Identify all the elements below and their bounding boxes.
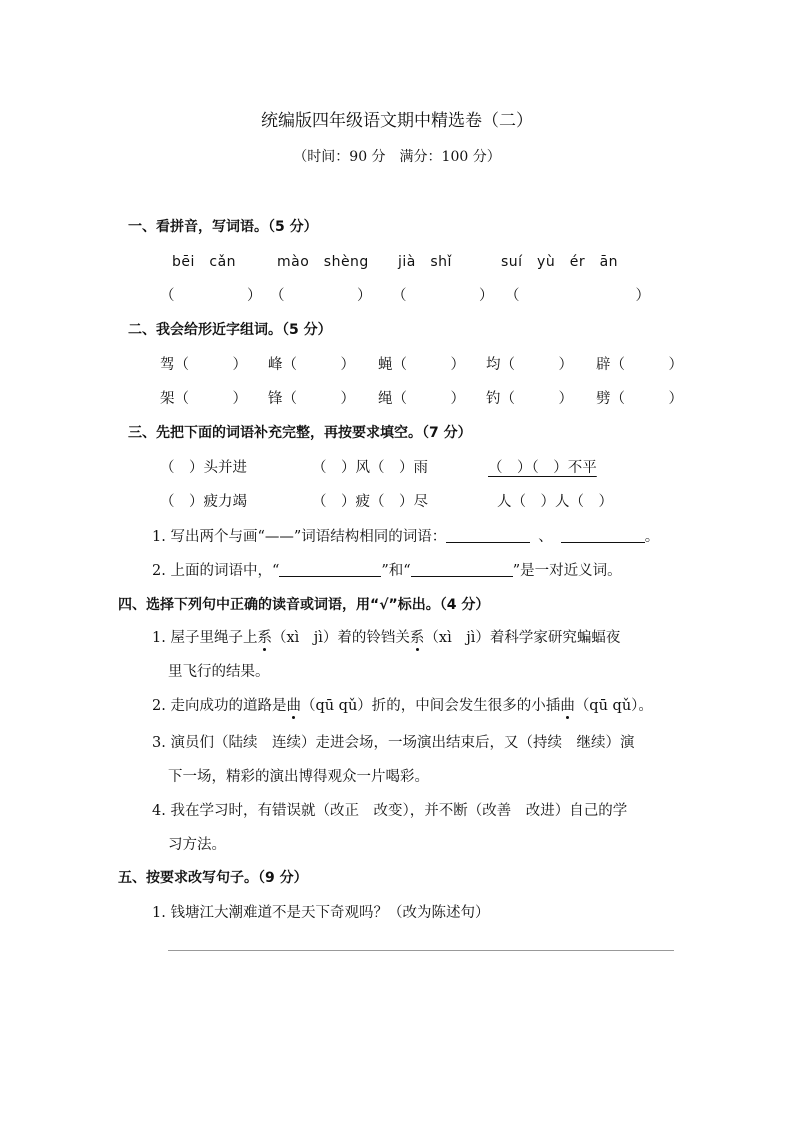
idiom-blank[interactable]: （ ）风（ ）雨 <box>312 460 428 476</box>
pronunciation-choice[interactable]: （xì jì）着科学家研究蝙蝠夜 <box>424 630 621 646</box>
word-blank[interactable]: 峰（ ） <box>268 357 355 373</box>
answer-bracket-2[interactable]: （ ） <box>270 288 372 304</box>
answer-bracket-4[interactable]: （ ） <box>505 288 650 304</box>
answer-line[interactable] <box>168 950 674 951</box>
idiom-blank[interactable]: 人（ ）人（ ） <box>497 494 613 510</box>
word-blank[interactable]: 架（ ） <box>160 391 247 407</box>
question-4-3-cont: 下一场，精彩的演出博得观众一片喝彩。 <box>168 769 429 785</box>
answer-blank[interactable] <box>561 528 645 543</box>
question-4-4[interactable]: 4. 我在学习时，有错误就（改正 改变），并不断（改善 改进）自己的学 <box>152 803 628 819</box>
word-blank[interactable]: 劈（ ） <box>596 391 683 407</box>
answer-bracket-3[interactable]: （ ） <box>392 288 494 304</box>
question-4-1-cont: 里飞行的结果。 <box>168 664 270 680</box>
exam-info: （时间：90 分 满分：100 分） <box>293 149 501 165</box>
idiom-blank[interactable]: （ ）疲力竭 <box>160 494 247 510</box>
question-3-2: 2. 上面的词语中，“ ”和“ ”是一对近义词。 <box>152 563 622 579</box>
emphasis-char: 曲 <box>560 698 575 714</box>
question-4-4-cont: 习方法。 <box>168 837 226 853</box>
pinyin-3: jià shǐ <box>398 254 452 270</box>
question-4-1: 1. 屋子里绳子上系（xì jì）着的铃铛关系（xì jì）着科学家研究蝙蝠夜 <box>152 630 621 646</box>
question-4-2: 2. 走向成功的道路是曲（qū qǔ）折的，中间会发生很多的小插曲（qū qǔ）。 <box>152 698 653 714</box>
pinyin-1: bēi cǎn <box>172 254 237 270</box>
idiom-blank-underlined[interactable]: （ ）（ ）不平 <box>488 460 597 476</box>
emphasis-char: 曲 <box>286 698 301 714</box>
pronunciation-choice[interactable]: （xì jì）着的铃铛关 <box>271 630 410 646</box>
section-1-heading: 一、看拼音，写词语。（5 分） <box>128 219 318 235</box>
word-blank[interactable]: 蝇（ ） <box>378 357 465 373</box>
emphasis-char: 系 <box>409 630 425 646</box>
answer-bracket-1[interactable]: （ ） <box>160 288 262 304</box>
question-4-3[interactable]: 3. 演员们（陆续 连续）走进会场，一场演出结束后，又（持续 继续）演 <box>152 735 635 751</box>
question-3-1: 1. 写出两个与画“——”词语结构相同的词语： 、 。 <box>152 529 660 545</box>
page-title: 统编版四年级语文期中精选卷（二） <box>261 111 533 131</box>
section-3-heading: 三、先把下面的词语补充完整，再按要求填空。（7 分） <box>128 425 472 441</box>
idiom-blank[interactable]: （ ）头并进 <box>160 460 247 476</box>
word-blank[interactable]: 绳（ ） <box>378 391 465 407</box>
pronunciation-choice[interactable]: （qū qǔ）折的，中间会发生很多的小插 <box>300 698 561 714</box>
idiom-blank[interactable]: （ ）疲（ ）尽 <box>312 494 428 510</box>
answer-blank[interactable] <box>411 562 513 577</box>
answer-blank[interactable] <box>279 562 381 577</box>
answer-blank[interactable] <box>446 528 530 543</box>
word-blank[interactable]: 钓（ ） <box>486 391 573 407</box>
word-blank[interactable]: 辟（ ） <box>596 357 683 373</box>
word-blank[interactable]: 驾（ ） <box>160 357 247 373</box>
pinyin-2: mào shèng <box>277 254 369 270</box>
word-blank[interactable]: 均（ ） <box>486 357 573 373</box>
section-5-heading: 五、按要求改写句子。（9 分） <box>118 870 308 886</box>
question-5-1: 1. 钱塘江大潮难道不是天下奇观吗？（改为陈述句） <box>152 905 490 921</box>
word-blank[interactable]: 锋（ ） <box>268 391 355 407</box>
section-4-heading: 四、选择下列句中正确的读音或词语，用“√”标出。（4 分） <box>118 597 490 613</box>
pinyin-4: suí yù ér ān <box>501 254 619 270</box>
section-2-heading: 二、我会给形近字组词。（5 分） <box>128 322 332 338</box>
pronunciation-choice[interactable]: （qū qǔ）。 <box>574 698 653 714</box>
emphasis-char: 系 <box>257 630 272 646</box>
